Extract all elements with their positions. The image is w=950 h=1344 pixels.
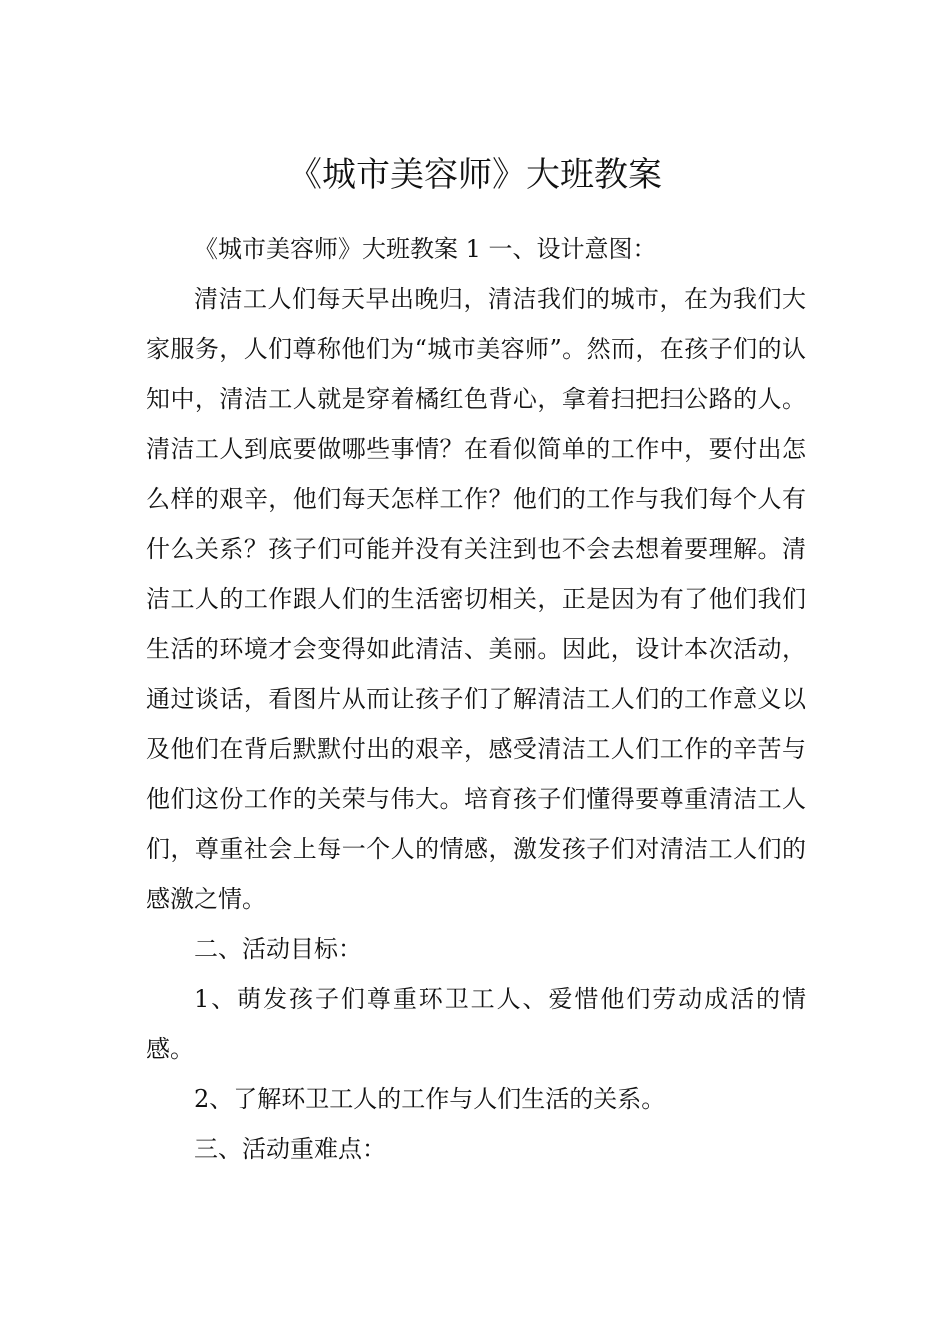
paragraph-design-intent: 清洁工人们每天早出晚归，清洁我们的城市，在为我们大家服务，人们尊称他们为“城市美容师”。然而，在孩子们的认知中，清洁工人就是穿着橘红色背心，拿着扫把扫公路的人。清洁工人到底要做哪些事情？在看似简单的工作中，要付出怎么样的艰辛，他们每天怎样工作？他们的工作与我们每个人有什么关系？孩子们可能并没有关注到也不会去想着要理解。清洁工人的工作跟人们的生活密切相关，正是因为有了他们我们生活的环境才会变得如此清洁、美丽。因此，设计本次活动，通过谈话，看图片从而让孩子们了解清洁工人们的工作意义以及他们在背后默默付出的艰辛，感受清洁工人们工作的辛苦与他们这份工作的关荣与伟大。培育孩子们懂得要尊重清洁工人们，尊重社会上每一个人的情感，激发孩子们对清洁工人们的感激之情。 (146, 285, 806, 913)
document-body (146, 224, 806, 1174)
paragraph-intro: 《城市美容师》大班教案 1 一、设计意图： (194, 235, 657, 263)
paragraph-heading-goals: 二、活动目标： (194, 935, 362, 963)
paragraph-goal-2: 2、了解环卫工人的工作与人们生活的关系。 (194, 1085, 666, 1113)
paragraph-goal-1: 1、萌发孩子们尊重环卫工人、爱惜他们劳动成活的情感。 (146, 985, 806, 1063)
paragraph-heading-key-points: 三、活动重难点： (194, 1135, 386, 1163)
document-title: 《城市美容师》大班教案 (288, 154, 662, 195)
